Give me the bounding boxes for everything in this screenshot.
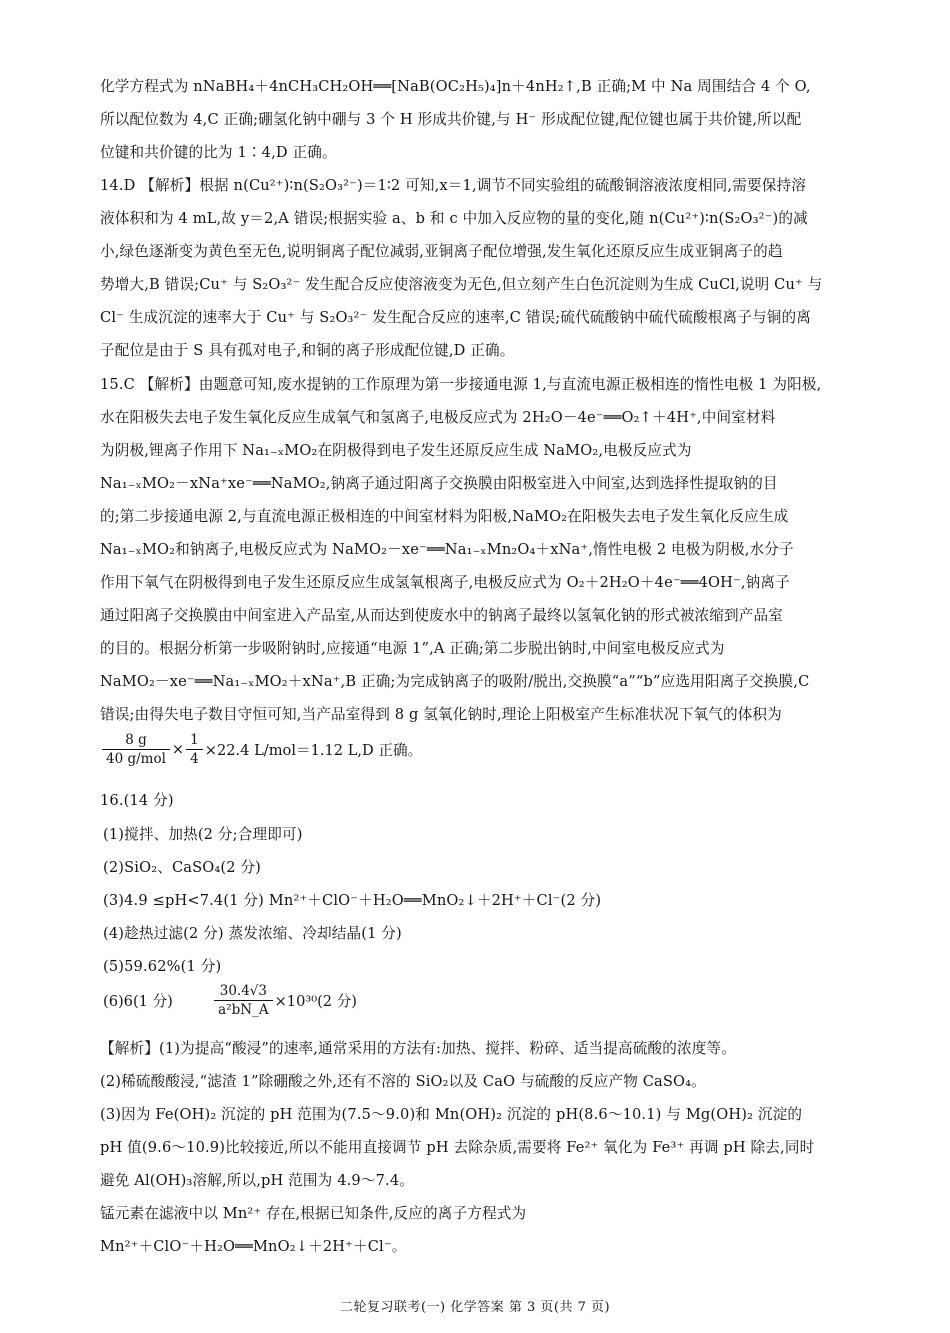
text-line: Cl⁻ 生成沉淀的速率大于 Cu⁺ 与 S₂O₃²⁻ 发生配合反应的速率,C 错误;硫代硫酸钠中硫代硫酸根离子与铜的离 bbox=[100, 309, 811, 326]
answer-2: (2)SiO₂、CaSO₄(2 分) bbox=[103, 859, 262, 876]
text-line: NaMO₂－xe⁻══Na₁₋ₓMO₂＋xNa⁺,B 正确;为完成钠离子的吸附/脱出,交换膜“a”“b”应选用阳离子交换膜,C bbox=[100, 673, 810, 690]
analysis-line: 避免 Al(OH)₃溶解,所以,pH 范围为 4.9～7.4。 bbox=[100, 1172, 414, 1189]
answer-6 bbox=[103, 982, 357, 1019]
page-footer: 二轮复习联考(一) 化学答案 第 3 页(共 7 页) bbox=[339, 1300, 611, 1315]
text-line: Na₁₋ₓMO₂和钠离子,电极反应式为 NaMO₂－xe⁻══Na₁₋ₓMn₂O₄＋xNa⁺,惰性电极 2 电极为阴极,水分子 bbox=[100, 541, 794, 558]
text-line: 通过阳离子交换膜由中间室进入产品室,从而达到使废水中的钠离子最终以氢氧化钠的形式被浓缩到产品室 bbox=[100, 607, 784, 624]
text-line: 化学方程式为 nNaBH₄＋4nCH₃CH₂OH══[NaB(OC₂H₅)₄]n＋4nH₂↑,B 正确;M 中 Na 周围结合 4 个 O, bbox=[100, 78, 811, 95]
text-line: 错误;由得失电子数目守恒可知,当产品室得到 8 g 氢氧化钠时,理论上阳极室产生标准状况下氧气的体积为 bbox=[100, 706, 782, 723]
answer-6-tail: ×10³⁰(2 分) bbox=[274, 993, 357, 1010]
analysis-line: Mn²⁺＋ClO⁻＋H₂O══MnO₂↓＋2H⁺＋Cl⁻。 bbox=[100, 1238, 407, 1255]
fraction-numerator: 30.4√3 bbox=[214, 982, 272, 1001]
fraction-denominator: a²bN_A bbox=[218, 1002, 269, 1018]
q16-heading: 16.(14 分) bbox=[100, 792, 174, 809]
q15-line: 15.C 【解析】由题意可知,废水提钠的工作原理为第一步接通电源 1,与直流电源正极相连的惰性电极 1 为阳极, bbox=[100, 376, 822, 393]
fraction-denominator: 40 g/mol bbox=[106, 751, 166, 767]
formula-tail: ×22.4 L/mol＝1.12 L,D 正确。 bbox=[204, 742, 423, 759]
analysis-line: (2)稀硫酸酸浸,“滤渣 1”除硼酸之外,还有不溶的 SiO₂以及 CaO 与硫酸的反应产物 CaSO₄。 bbox=[100, 1073, 706, 1090]
text-line: Na₁₋ₓMO₂－xNa⁺xe⁻══NaMO₂,钠离子通过阳离子交换膜由阳极室进入中间室,达到选择性提取钠的目 bbox=[100, 475, 778, 492]
answer-1: (1)搅拌、加热(2 分;合理即可) bbox=[103, 826, 303, 843]
oxygen-volume-formula: $\frac{8 g}{\text{40 g/mol}}$ × $\frac{1}{4}$ ×22.4 L/mol＝1.12 L,D 正确。 bbox=[100, 731, 422, 768]
fraction-numerator: 1 bbox=[186, 731, 203, 750]
answer-5: (5)59.62%(1 分) bbox=[103, 958, 222, 975]
text-line: 的;第二步接通电源 2,与直流电源正极相连的中间室材料为阳极,NaMO₂在阳极失去电子发生氧化反应生成 bbox=[100, 508, 789, 525]
text-line: 液体积和为 4 mL,故 y＝2,A 错误;根据实验 a、b 和 c 中加入反应物的量的变化,随 n(Cu²⁺)∶n(S₂O₃²⁻)的减 bbox=[100, 210, 808, 227]
answer-3: (3)4.9 ≤pH<7.4(1 分) Mn²⁺＋ClO⁻＋H₂O══MnO₂↓＋2H⁺＋Cl⁻(2 分) bbox=[103, 892, 602, 909]
analysis-line: (3)因为 Fe(OH)₂ 沉淀的 pH 范围为(7.5～9.0)和 Mn(OH)₂ 沉淀的 pH(8.6～10.1) 与 Mg(OH)₂ 沉淀的 bbox=[100, 1106, 803, 1123]
text-line: 所以配位数为 4,C 正确;硼氢化钠中硼与 3 个 H 形成共价键,与 H⁻ 形成配位键,配位键也属于共价键,所以配 bbox=[100, 111, 802, 128]
text-line: 位键和共价键的比为 1∶4,D 正确。 bbox=[100, 144, 337, 161]
answer-6-prefix: (6)6(1 分) bbox=[103, 993, 173, 1010]
analysis-line: 【解析】(1)为提高“酸浸”的速率,通常采用的方法有:加热、搅拌、粉碎、适当提高硫酸的浓度等。 bbox=[100, 1040, 736, 1057]
text-line: 子配位是由于 S 具有孤对电子,和铜的离子形成配位键,D 正确。 bbox=[100, 342, 515, 359]
q14-line: 14.D 【解析】根据 n(Cu²⁺)∶n(S₂O₃²⁻)＝1∶2 可知,x＝1,调节不同实验组的硫酸铜溶液浓度相同,需要保持溶 bbox=[100, 177, 806, 194]
text-line: 小,绿色逐渐变为黄色至无色,说明铜离子配位减弱,亚铜离子配位增强,发生氧化还原反应生成亚铜离子的趋 bbox=[100, 243, 783, 260]
text-line: 水在阳极失去电子发生氧化反应生成氧气和氢离子,电极反应式为 2H₂O－4e⁻══O₂↑＋4H⁺,中间室材料 bbox=[100, 409, 776, 426]
text-line: 的目的。根据分析第一步吸附钠时,应接通“电源 1”,A 正确;第二步脱出钠时,中间室电极反应式为 bbox=[100, 640, 725, 657]
text-line: 作用下氧气在阴极得到电子发生还原反应生成氢氧根离子,电极反应式为 O₂＋2H₂O＋4e⁻══4OH⁻,钠离子 bbox=[100, 574, 790, 591]
answer-4: (4)趁热过滤(2 分) 蒸发浓缩、冷却结晶(1 分) bbox=[103, 925, 402, 942]
text-line: 势增大,B 错误;Cu⁺ 与 S₂O₃²⁻ 发生配合反应使溶液变为无色,但立刻产生白色沉淀则为生成 CuCl,说明 Cu⁺ 与 bbox=[100, 276, 823, 293]
fraction-numerator: 8 g bbox=[102, 731, 170, 750]
fraction-denominator: 4 bbox=[190, 751, 199, 767]
fraction bbox=[102, 731, 170, 768]
fraction bbox=[214, 982, 272, 1019]
analysis-line: pH 值(9.6～10.9)比较接近,所以不能用直接调节 pH 去除杂质,需要将 Fe²⁺ 氧化为 Fe³⁺ 再调 pH 除去,同时 bbox=[100, 1139, 815, 1156]
text-line: 为阴极,锂离子作用下 Na₁₋ₓMO₂在阴极得到电子发生还原反应生成 NaMO₂,电极反应式为 bbox=[100, 442, 692, 459]
analysis-line: 锰元素在滤液中以 Mn²⁺ 存在,根据已知条件,反应的离子方程式为 bbox=[100, 1205, 527, 1222]
fraction bbox=[186, 731, 203, 768]
